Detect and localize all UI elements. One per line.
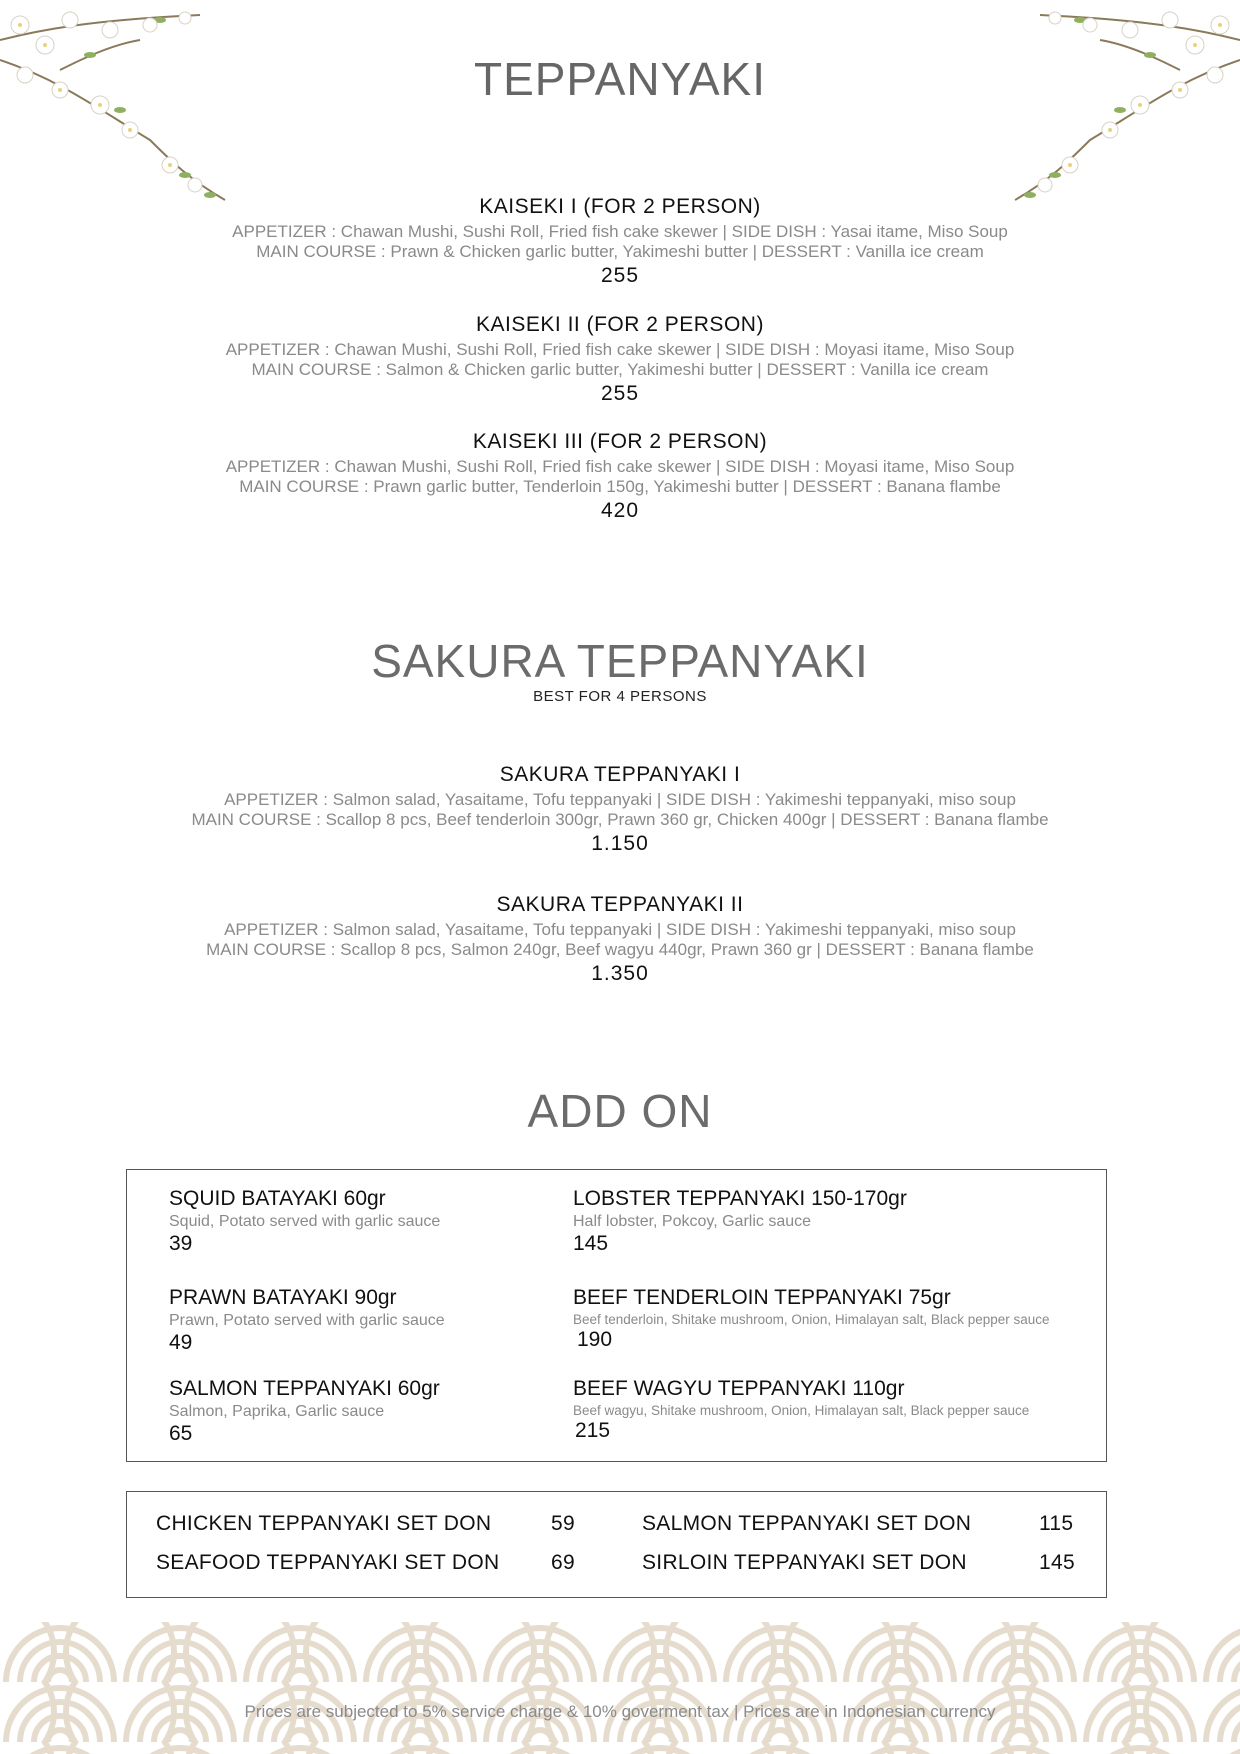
add-on-item-name: PRAWN BATAYAKI 90gr bbox=[169, 1286, 397, 1309]
add-on-item-name: BEEF TENDERLOIN TEPPANYAKI 75gr bbox=[573, 1286, 951, 1309]
cherry-blossom-right-icon bbox=[1000, 0, 1240, 220]
add-on-box bbox=[126, 1169, 1107, 1462]
add-on-item-price: 145 bbox=[573, 1232, 609, 1255]
kaiseki-2-line1: APPETIZER : Chawan Mushi, Sushi Roll, Fried fish cake skewer | SIDE DISH : Moyasi itame, Miso Soup bbox=[225, 340, 1015, 359]
add-on-item-price: 190 bbox=[577, 1328, 613, 1351]
kaiseki-3-name: KAISEKI III (FOR 2 PERSON) bbox=[472, 430, 768, 453]
add-on-item-price: 215 bbox=[575, 1419, 611, 1442]
section-title-add-on: ADD ON bbox=[527, 1085, 713, 1137]
add-on-item bbox=[169, 1286, 445, 1355]
set-don-box bbox=[126, 1491, 1107, 1598]
set-don-price: 69 bbox=[551, 1551, 575, 1574]
set-don-name: SEAFOOD TEPPANYAKI SET DON bbox=[156, 1551, 500, 1574]
set-don-name: CHICKEN TEPPANYAKI SET DON bbox=[156, 1512, 492, 1535]
add-on-item-name: SALMON TEPPANYAKI 60gr bbox=[169, 1377, 440, 1400]
add-on-item-desc: Beef tenderloin, Shitake mushroom, Onion, Himalayan salt, Black pepper sauce bbox=[573, 1312, 1050, 1327]
sakura-1-line2: MAIN COURSE : Scallop 8 pcs, Beef tenderloin 300gr, Prawn 360 gr, Chicken 400gr | DESSERT : Banana flambe bbox=[191, 810, 1049, 829]
kaiseki-1-name: KAISEKI I (FOR 2 PERSON) bbox=[479, 195, 761, 218]
add-on-item-name: LOBSTER TEPPANYAKI 150-170gr bbox=[573, 1187, 907, 1210]
sakura-2-name: SAKURA TEPPANYAKI II bbox=[496, 893, 744, 916]
add-on-item bbox=[169, 1187, 440, 1256]
set-don-name: SIRLOIN TEPPANYAKI SET DON bbox=[642, 1551, 967, 1574]
set-don-price: 115 bbox=[1039, 1512, 1074, 1535]
sakura-1-line1: APPETIZER : Salmon salad, Yasaitame, Tofu teppanyaki | SIDE DISH : Yakimeshi teppanyaki, miso soup bbox=[224, 790, 1016, 809]
add-on-item bbox=[573, 1187, 907, 1256]
kaiseki-2-line2: MAIN COURSE : Salmon & Chicken garlic butter, Yakimeshi butter | DESSERT : Vanilla ice cream bbox=[251, 360, 989, 379]
add-on-item-price: 49 bbox=[169, 1331, 193, 1354]
add-on-item-price: 65 bbox=[169, 1422, 193, 1445]
add-on-item-desc: Salmon, Paprika, Garlic sauce bbox=[169, 1403, 385, 1420]
cherry-blossom-left-icon bbox=[0, 0, 240, 220]
sakura-1-price: 1.150 bbox=[591, 832, 649, 855]
kaiseki-1-price: 255 bbox=[600, 264, 640, 287]
kaiseki-3-line2: MAIN COURSE : Prawn garlic butter, Tenderloin 150g, Yakimeshi butter | DESSERT : Banana flambe bbox=[239, 477, 1001, 496]
add-on-item bbox=[573, 1286, 1050, 1352]
sakura-subtitle: BEST FOR 4 PERSONS bbox=[533, 688, 707, 705]
add-on-item-name: SQUID BATAYAKI 60gr bbox=[169, 1187, 386, 1210]
kaiseki-2-name: KAISEKI II (FOR 2 PERSON) bbox=[476, 313, 764, 336]
add-on-item bbox=[573, 1377, 1029, 1443]
section-title-teppanyaki: TEPPANYAKI bbox=[473, 53, 767, 105]
add-on-item-desc: Prawn, Potato served with garlic sauce bbox=[169, 1312, 445, 1329]
seigaiha-wave-pattern-icon bbox=[0, 1622, 1240, 1754]
footer-note: Prices are subjected to 5% service charge & 10% goverment tax | Prices are in Indonesian currency bbox=[244, 1702, 996, 1721]
add-on-item bbox=[169, 1377, 440, 1446]
sakura-2-price: 1.350 bbox=[591, 962, 649, 985]
sakura-2-line1: APPETIZER : Salmon salad, Yasaitame, Tofu teppanyaki | SIDE DISH : Yakimeshi teppanyaki, miso soup bbox=[224, 920, 1016, 939]
set-don-name: SALMON TEPPANYAKI SET DON bbox=[642, 1512, 972, 1535]
kaiseki-1-line2: MAIN COURSE : Prawn & Chicken garlic butter, Yakimeshi butter | DESSERT : Vanilla ice cream bbox=[256, 242, 984, 261]
add-on-item-desc: Beef wagyu, Shitake mushroom, Onion, Himalayan salt, Black pepper sauce bbox=[573, 1403, 1030, 1418]
kaiseki-3-price: 420 bbox=[600, 499, 640, 522]
set-don-price: 59 bbox=[551, 1512, 575, 1535]
kaiseki-2-price: 255 bbox=[600, 382, 640, 405]
add-on-item-price: 39 bbox=[169, 1232, 193, 1255]
add-on-item-desc: Squid, Potato served with garlic sauce bbox=[169, 1213, 441, 1230]
kaiseki-3-line1: APPETIZER : Chawan Mushi, Sushi Roll, Fried fish cake skewer | SIDE DISH : Moyasi itame, Miso Soup bbox=[225, 457, 1015, 476]
set-don-price: 145 bbox=[1039, 1551, 1075, 1574]
kaiseki-1-line1: APPETIZER : Chawan Mushi, Sushi Roll, Fried fish cake skewer | SIDE DISH : Yasai itame, Miso Soup bbox=[232, 222, 1008, 241]
add-on-item-name: BEEF WAGYU TEPPANYAKI 110gr bbox=[573, 1377, 905, 1400]
add-on-item-desc: Half lobster, Pokcoy, Garlic sauce bbox=[573, 1213, 812, 1230]
section-title-sakura: SAKURA TEPPANYAKI bbox=[371, 635, 869, 687]
sakura-1-name: SAKURA TEPPANYAKI I bbox=[499, 763, 741, 786]
sakura-2-line2: MAIN COURSE : Scallop 8 pcs, Salmon 240gr, Beef wagyu 440gr, Prawn 360 gr | DESSERT : Banana flambe bbox=[206, 940, 1034, 959]
